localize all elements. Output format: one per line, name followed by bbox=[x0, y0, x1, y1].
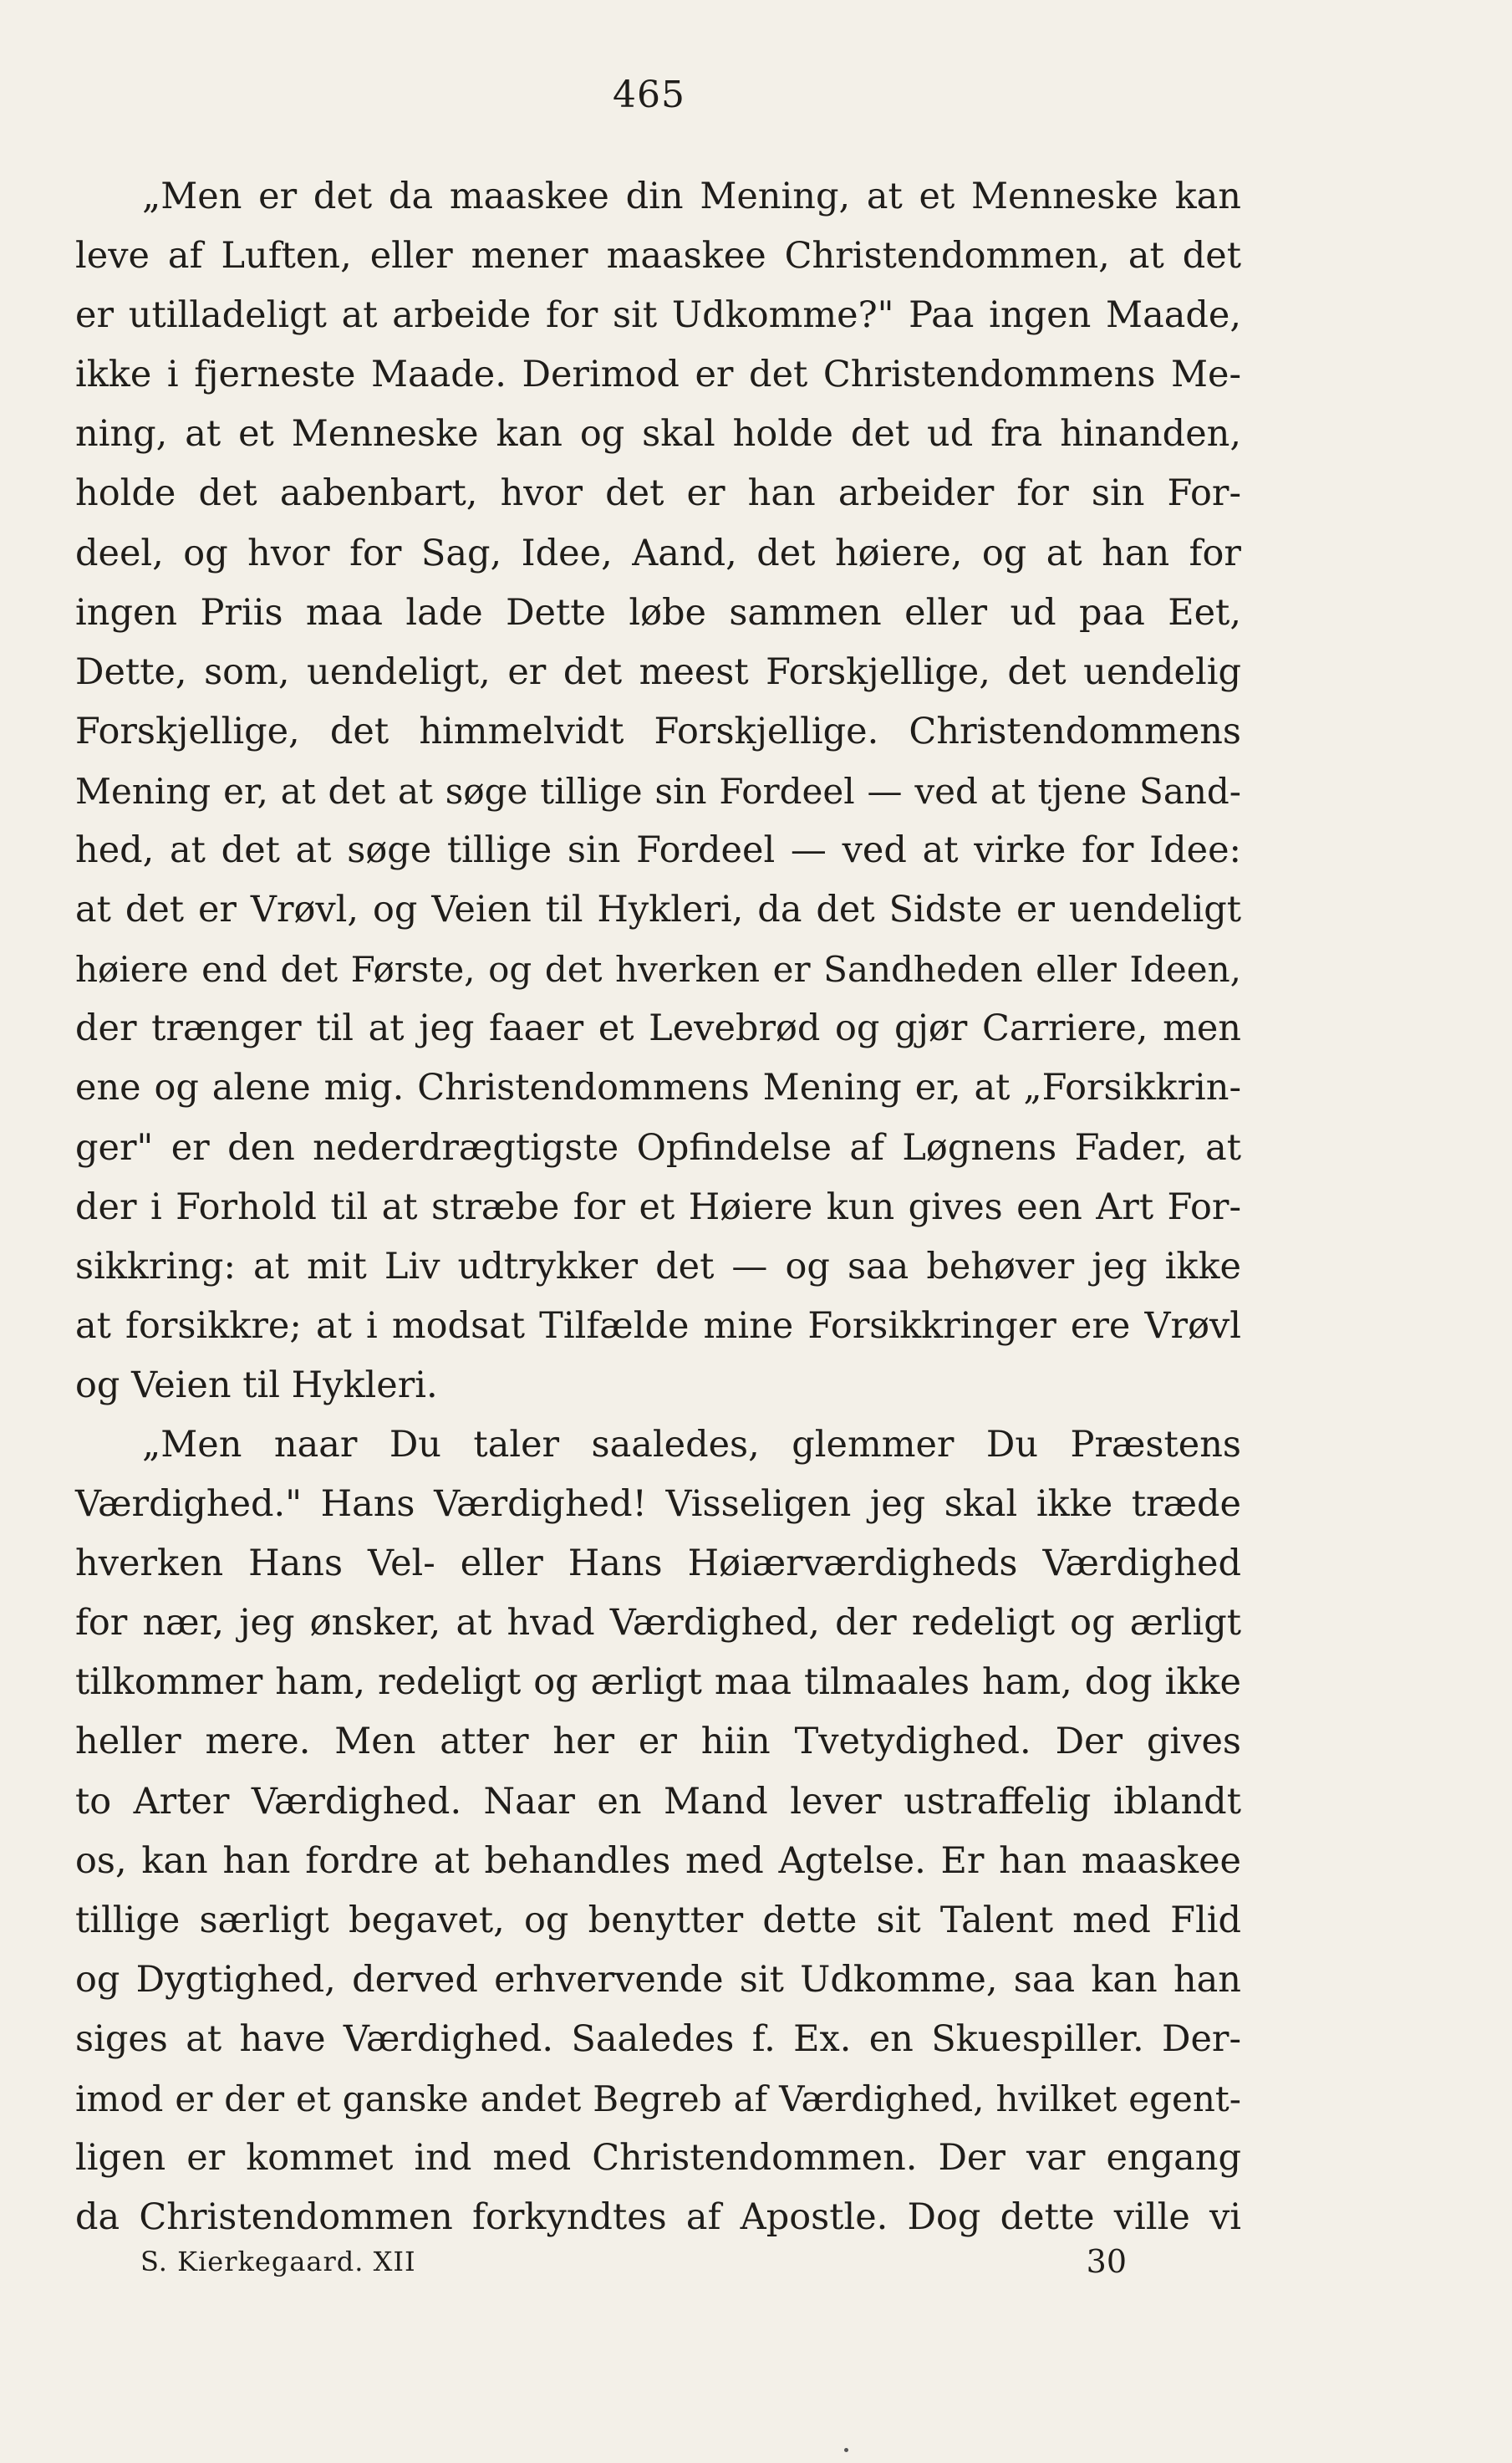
page-number: 465 bbox=[613, 74, 685, 116]
page-footer bbox=[140, 2241, 1127, 2282]
text-line: „Men er det da maaskee din Mening, at et Menneske kan bbox=[142, 176, 1241, 217]
text-line: to Arter Værdighed. Naar en Mand lever ustraffelig iblandt bbox=[75, 1780, 1241, 1823]
text-line: ger" er den nederdrægtigste Opfindelse af Løgnens Fader, at bbox=[75, 1126, 1241, 1169]
text-line: ligen er kommet ind med Christendommen. Der var engang bbox=[75, 2137, 1241, 2180]
text-line: der i Forhold til at stræbe for et Høiere kun gives een Art For- bbox=[75, 1186, 1241, 1228]
text-line: tilkommer ham, redeligt og ærligt maa tilmaales ham, dog ikke bbox=[75, 1661, 1241, 1704]
paper-speck bbox=[844, 2448, 848, 2452]
text-line: sikkring: at mit Liv udtrykker det — og saa behøver jeg ikke bbox=[75, 1245, 1241, 1288]
text-line: Dette, som, uendeligt, er det meest Forskjellige, det uendelig bbox=[75, 650, 1241, 693]
text-line: ning, at et Menneske kan og skal holde det ud fra hinanden, bbox=[75, 413, 1241, 456]
sheet-number: 30 bbox=[1086, 2243, 1127, 2280]
text-line: at forsikkre; at i modsat Tilfælde mine Forsikkringer ere Vrøvl bbox=[75, 1304, 1241, 1347]
text-line: Mening er, at det at søge tillige sin Fordeel — ved at tjene Sand- bbox=[75, 770, 1241, 812]
text-line: hverken Hans Vel- eller Hans Høiærværdigheds Værdighed bbox=[75, 1543, 1241, 1585]
text-line: høiere end det Første, og det hverken er Sandheden eller Ideen, bbox=[75, 949, 1241, 991]
body-text bbox=[75, 167, 1241, 2247]
text-line: hed, at det at søge tillige sin Fordeel — ved at virke for Idee: bbox=[75, 829, 1241, 872]
text-line: ene og alene mig. Christendommens Mening er, at „Forsikkrin- bbox=[75, 1067, 1241, 1109]
text-line: og Veien til Hykleri. bbox=[75, 1364, 438, 1406]
text-line: siges at have Værdighed. Saaledes f. Ex. en Skuespiller. Der- bbox=[75, 2017, 1241, 2060]
text-line: Værdighed." Hans Værdighed! Visseligen jeg skal ikke træde bbox=[75, 1483, 1241, 1526]
text-line: deel, og hvor for Sag, Idee, Aand, det høiere, og at han for bbox=[75, 532, 1241, 574]
text-line: og Dygtighed, derved erhvervende sit Udkomme, saa kan han bbox=[75, 1958, 1241, 2001]
signature-mark: S. Kierkegaard. XII bbox=[140, 2246, 416, 2277]
text-line: ingen Priis maa lade Dette løbe sammen eller ud paa Eet, bbox=[75, 591, 1241, 634]
text-line: tillige særligt begavet, og benytter dette sit Talent med Flid bbox=[75, 1899, 1241, 1941]
text-line: da Christendommen forkyndtes af Apostle. Dog dette ville vi bbox=[75, 2196, 1241, 2239]
text-line: ikke i fjerneste Maade. Derimod er det Christendommens Me- bbox=[75, 354, 1241, 396]
text-line: imod er der et ganske andet Begreb af Værdighed, hvilket egent- bbox=[75, 2078, 1241, 2119]
text-line: at det er Vrøvl, og Veien til Hykleri, da det Sidste er uendeligt bbox=[75, 889, 1241, 931]
text-line: Forskjellige, det himmelvidt Forskjellige. Christendommens bbox=[75, 710, 1241, 752]
text-line: holde det aabenbart, hvor det er han arbeider for sin For- bbox=[75, 472, 1241, 515]
text-line: er utilladeligt at arbeide for sit Udkomme?" Paa ingen Maade, bbox=[75, 294, 1241, 337]
text-line: for nær, jeg ønsker, at hvad Værdighed, der redeligt og ærligt bbox=[75, 1602, 1241, 1645]
text-line: der trænger til at jeg faaer et Levebrød og gjør Carriere, men bbox=[75, 1007, 1241, 1050]
text-line: heller mere. Men atter her er hiin Tvetydighed. Der gives bbox=[75, 1721, 1241, 1763]
text-line: os, kan han fordre at behandles med Agtelse. Er han maaskee bbox=[75, 1839, 1241, 1882]
text-line: leve af Luften, eller mener maaskee Christendommen, at det bbox=[75, 235, 1241, 278]
text-line: „Men naar Du taler saaledes, glemmer Du Præstens bbox=[142, 1423, 1241, 1466]
